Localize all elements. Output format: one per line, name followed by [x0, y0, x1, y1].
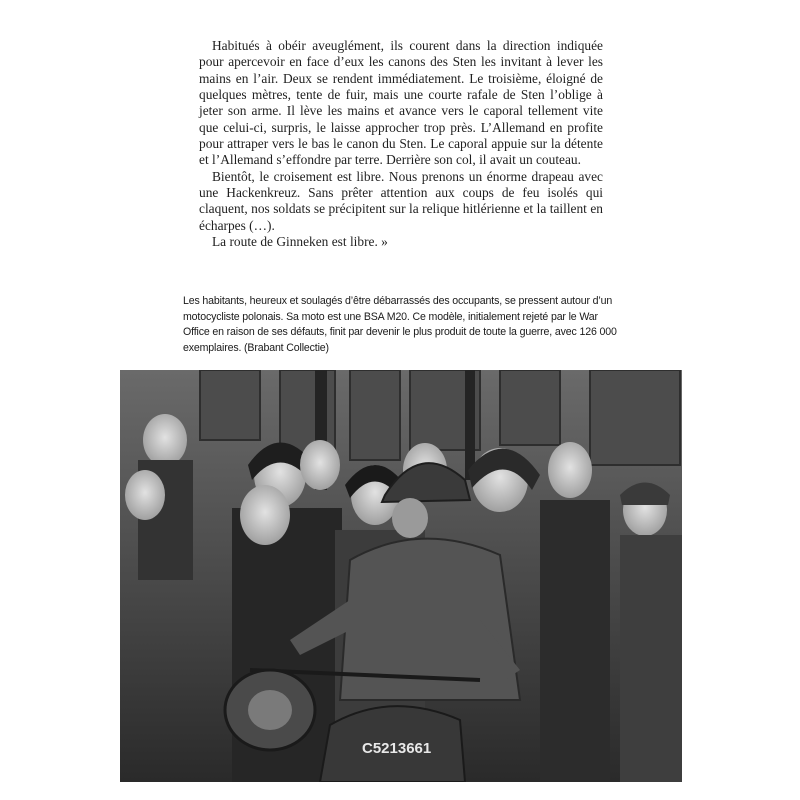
- body-text: [199, 38, 603, 250]
- body-paragraph: La route de Ginneken est libre. »: [212, 234, 388, 250]
- photo-caption: Les habitants, heureux et soulagés d’être débarrassés des occupants, se pressent autour d’un motocycliste polonais. Sa moto est une BSA M20. Ce modèle, initialement rejeté par le War Office en raison de ses défauts, finit par devenir le plus produit de toute la guerre, avec 126 000 exemplaires. (Brabant Collectie): [183, 295, 617, 355]
- body-paragraph: Habitués à obéir aveuglément, ils courent dans la direction indiquée pour apercevoir en face d’eux les canons des Sten les invitant à lever les mains en l’air. Deux se rendent immédiatement. Le troisième, éloigné de quelques mètres, tente de fuir, mais une courte rafale de Sten l’oblige à jeter son arme. Il lève les mains et avance vers le caporal tellement vite que celui-ci, surpris, le laisse approcher trop près. L’Allemand en profite pour attraper vers le bas le canon du Sten. Le caporal appuie sur la détente et l’Allemand s’effondre par terre. Derrière son col, il avait un couteau.: [199, 38, 603, 168]
- body-paragraph: Bientôt, le croisement est libre. Nous prenons un énorme drapeau avec une Hackenkreuz. Sans prêter attention aux coups de feu isolés qui claquent, nos soldats se précipitent sur la relique hitlérienne et la taillent en écharpes (…).: [199, 168, 603, 233]
- license-plate: C5213661: [362, 740, 432, 757]
- photograph-illustration: [120, 370, 682, 782]
- photograph: [120, 370, 682, 782]
